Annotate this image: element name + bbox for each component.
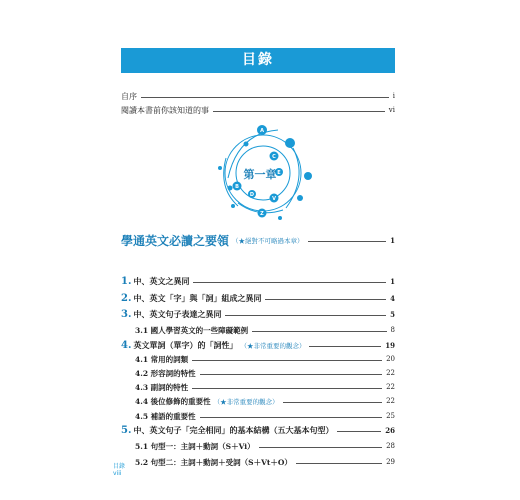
section-number: 5.	[121, 424, 132, 436]
toc-entry-label: 3.1 國人學習英文的一些障礙範例	[135, 325, 249, 335]
section-number: 4.	[121, 339, 132, 351]
leader-line	[192, 360, 382, 361]
leader-line	[265, 299, 386, 300]
chapter-note: （★絕對不可略過本章）	[232, 236, 304, 245]
toc-section-entry[interactable]	[121, 274, 395, 288]
toc-entry-label: 4.1 常用的詞類	[135, 354, 189, 364]
toc-entry-page: 5	[390, 309, 395, 319]
leader-line	[308, 241, 387, 242]
toc-entry-page: 22	[386, 397, 395, 405]
toc-title: 目錄	[242, 52, 274, 68]
toc-entry-page: 19	[385, 340, 395, 350]
leader-line	[192, 388, 382, 389]
toc-entry-label: 中、英文句子「完全相同」的基本結構（五大基本句型）	[133, 424, 334, 435]
page-number: viii	[113, 470, 122, 477]
leader-line	[141, 97, 389, 98]
toc-entry-label: 中、英文「字」與「詞」組成之異同	[133, 292, 262, 303]
letter-z: Z	[260, 211, 264, 217]
toc-section-entry[interactable]	[121, 307, 395, 321]
letter-v: V	[272, 196, 276, 202]
toc-section-entry[interactable]	[121, 291, 395, 305]
toc-entry-page: vi	[388, 106, 395, 114]
letter-b: B	[235, 184, 239, 190]
side-tab-label: 目錄	[113, 463, 126, 470]
toc-entry-label: 4.3 副詞的特性	[135, 382, 189, 392]
toc-entry-page: 4	[390, 293, 395, 303]
chapter-title: 學通英文必讀之要領	[121, 233, 230, 248]
section-number: 2.	[121, 292, 132, 304]
leader-line	[283, 402, 382, 403]
leader-line	[309, 346, 381, 347]
toc-entry-label: 閱讀本書前你該知道的事	[121, 105, 209, 115]
toc-entry-page: 29	[386, 458, 395, 466]
leader-line	[252, 331, 386, 332]
letter-d: D	[249, 192, 255, 198]
toc-subsection-entry[interactable]	[135, 455, 395, 469]
toc-entry-page: 26	[385, 425, 395, 435]
toc-subsection-entry[interactable]	[135, 380, 395, 394]
section-number: 3.	[121, 308, 132, 320]
leader-line	[200, 374, 382, 375]
toc-entry-label: 中、英文之異同	[133, 275, 190, 286]
page-footer	[113, 461, 125, 477]
leader-line	[200, 417, 382, 418]
chapter-page: 1	[390, 235, 395, 245]
leader-line	[259, 447, 382, 448]
toc-entry-label: 5.1 句型一：主詞＋動詞（S＋Vi）	[135, 441, 255, 451]
toc-subsection-entry[interactable]	[135, 323, 395, 337]
toc-subsection-entry[interactable]	[135, 394, 395, 408]
toc-entry-page: 28	[386, 442, 395, 450]
toc-entry-label: 5.2 句型二：主詞＋動詞＋受詞（S＋Vt＋O）	[135, 457, 292, 467]
toc-entry-label: 4.2 形容詞的特性	[135, 368, 196, 378]
toc-entry-label: 中、英文句子表達之異同	[133, 308, 222, 319]
leader-line	[225, 315, 386, 316]
toc-entry-label: 自序	[121, 91, 137, 101]
toc-subsection-entry[interactable]	[135, 352, 395, 366]
toc-subsection-entry[interactable]	[135, 366, 395, 380]
toc-entry-before-reading[interactable]	[121, 103, 395, 117]
toc-section-entry[interactable]	[121, 338, 395, 352]
letter-c: C	[272, 154, 276, 160]
toc-entry-page: 1	[390, 276, 395, 286]
toc-entry-page: 8	[390, 326, 395, 334]
toc-entry-page: i	[392, 92, 395, 100]
toc-entry-page: 22	[386, 383, 395, 391]
toc-entry-label: 4.4 後位修飾的重要性	[135, 396, 211, 406]
toc-entry-preface[interactable]	[121, 89, 395, 103]
letter-e: E	[277, 170, 281, 176]
toc-entry-page: 25	[386, 412, 395, 420]
letter-a: A	[260, 128, 264, 134]
chapter-badge-label: 第一章	[243, 168, 277, 181]
toc-entry-page: 22	[386, 369, 395, 377]
toc-entry-label: 英文單詞（單字）的「詞性」	[133, 339, 238, 350]
toc-subsection-entry[interactable]	[135, 409, 395, 423]
leader-line	[296, 463, 382, 464]
toc-entry-label: 4.5 補語的重要性	[135, 411, 196, 421]
toc-entry-page: 20	[386, 355, 395, 363]
toc-chapter-one[interactable]	[121, 231, 395, 249]
important-note: （★非常重要的觀念）	[240, 341, 306, 350]
leader-line	[193, 282, 386, 283]
section-number: 1.	[121, 275, 132, 287]
leader-line	[213, 111, 385, 112]
important-note: （★非常重要的觀念）	[213, 397, 279, 406]
leader-line	[337, 431, 381, 432]
chapter-one-diagram	[208, 118, 320, 224]
toc-title-bar	[121, 48, 395, 73]
toc-subsection-entry[interactable]	[135, 439, 395, 453]
toc-section-entry[interactable]	[121, 423, 395, 437]
